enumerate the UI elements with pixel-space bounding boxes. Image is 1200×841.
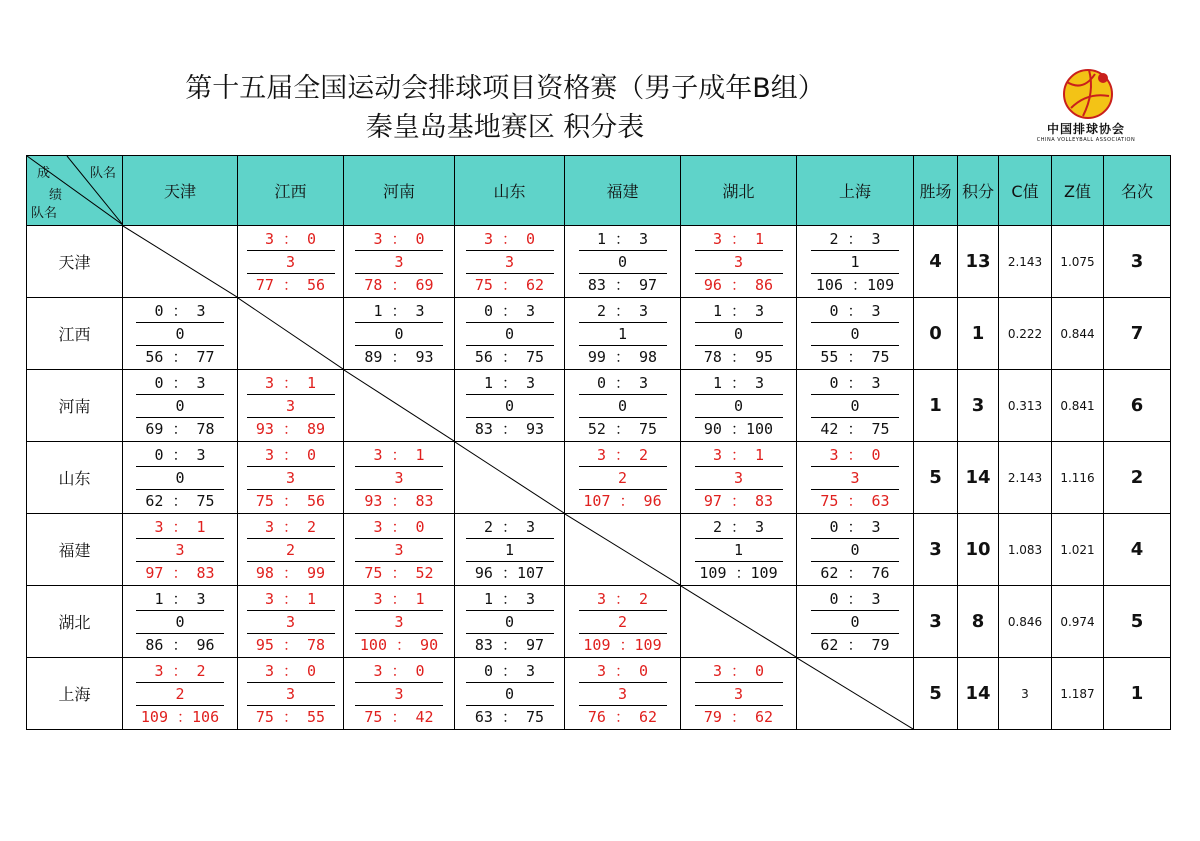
match-score [579, 590, 667, 654]
row-z-value: 0.841 [1052, 370, 1104, 442]
set-score: 3 ： 1 [247, 374, 335, 395]
header-c-value: C值 [999, 156, 1052, 226]
row-rank: 2 [1104, 442, 1171, 514]
match-result-cell [344, 442, 455, 514]
match-score [136, 518, 224, 582]
table-row [27, 514, 1171, 586]
total-points: 75 ： 62 [474, 275, 545, 294]
self-match-cell [455, 442, 565, 514]
row-z-value: 0.844 [1052, 298, 1104, 370]
row-rank: 7 [1104, 298, 1171, 370]
match-points: 0 [579, 395, 667, 418]
match-points: 3 [136, 539, 224, 562]
match-score [579, 374, 667, 438]
row-team-name: 福建 [27, 514, 123, 586]
match-result-cell [123, 298, 238, 370]
set-score: 3 ： 0 [247, 230, 335, 251]
row-wins: 5 [914, 658, 958, 730]
set-score: 3 ： 2 [136, 662, 224, 683]
match-result-cell [344, 298, 455, 370]
logo-subtext: CHINA VOLLEYBALL ASSOCIATION [1036, 137, 1136, 143]
match-result-cell [123, 658, 238, 730]
match-points: 0 [695, 395, 783, 418]
match-points: 0 [811, 611, 899, 634]
row-c-value: 0.846 [999, 586, 1052, 658]
match-points: 0 [811, 539, 899, 562]
match-result-cell [565, 298, 681, 370]
set-score: 3 ： 0 [811, 446, 899, 467]
self-match-cell [238, 298, 344, 370]
set-score: 1 ： 3 [695, 302, 783, 323]
total-points: 56 ： 75 [474, 347, 545, 366]
header-team: 江西 [238, 156, 344, 226]
set-score: 3 ： 1 [355, 590, 443, 611]
set-score: 0 ： 3 [136, 374, 224, 395]
match-result-cell [565, 442, 681, 514]
match-score [695, 302, 783, 366]
row-c-value: 2.143 [999, 226, 1052, 298]
corner-label-result-1: 成 [37, 166, 51, 181]
match-score [811, 230, 899, 294]
diagonal-line [565, 514, 680, 585]
row-rank: 6 [1104, 370, 1171, 442]
row-c-value: 3 [999, 658, 1052, 730]
set-score: 3 ： 0 [247, 662, 335, 683]
total-points: 77 ： 56 [255, 275, 326, 294]
match-result-cell [344, 586, 455, 658]
self-match-cell [344, 370, 455, 442]
set-score: 0 ： 3 [466, 302, 554, 323]
set-score: 1 ： 3 [695, 374, 783, 395]
match-points: 0 [466, 683, 554, 706]
match-points: 1 [579, 323, 667, 346]
row-rank: 3 [1104, 226, 1171, 298]
match-score [466, 662, 554, 726]
row-z-value: 1.187 [1052, 658, 1104, 730]
set-score: 1 ： 3 [466, 590, 554, 611]
set-score: 3 ： 2 [579, 446, 667, 467]
row-z-value: 1.021 [1052, 514, 1104, 586]
corner-label-team-left: 队名 [31, 206, 58, 221]
match-score [811, 446, 899, 510]
match-points: 3 [355, 539, 443, 562]
match-result-cell [123, 442, 238, 514]
set-score: 0 ： 3 [811, 302, 899, 323]
match-points: 1 [811, 251, 899, 274]
match-result-cell [797, 586, 914, 658]
diagonal-line [344, 370, 454, 441]
match-points: 1 [695, 539, 783, 562]
match-score [811, 374, 899, 438]
match-points: 2 [579, 611, 667, 634]
set-score: 3 ： 1 [695, 230, 783, 251]
match-points: 3 [355, 251, 443, 274]
set-score: 1 ： 3 [355, 302, 443, 323]
total-points: 86 ： 96 [145, 635, 215, 654]
row-wins: 1 [914, 370, 958, 442]
row-wins: 3 [914, 514, 958, 586]
match-result-cell [123, 514, 238, 586]
set-score: 3 ： 0 [579, 662, 667, 683]
match-points: 0 [355, 323, 443, 346]
match-score [247, 662, 335, 726]
row-z-value: 1.075 [1052, 226, 1104, 298]
match-result-cell [797, 514, 914, 586]
match-points: 0 [466, 323, 554, 346]
match-points: 3 [355, 611, 443, 634]
set-score: 3 ： 0 [695, 662, 783, 683]
match-result-cell [681, 442, 797, 514]
match-result-cell [123, 370, 238, 442]
row-rank: 1 [1104, 658, 1171, 730]
match-points: 0 [136, 323, 224, 346]
set-score: 2 ： 3 [579, 302, 667, 323]
match-points: 2 [579, 467, 667, 490]
match-result-cell [344, 514, 455, 586]
total-points: 83 ： 93 [474, 419, 545, 438]
match-result-cell [455, 658, 565, 730]
match-score [695, 374, 783, 438]
header-team: 天津 [123, 156, 238, 226]
match-score [811, 518, 899, 582]
header-row [27, 156, 1171, 226]
match-result-cell [455, 298, 565, 370]
corner-label-team-top: 队名 [89, 166, 116, 181]
match-result-cell [455, 514, 565, 586]
total-points: 78 ： 95 [703, 347, 774, 366]
match-result-cell [681, 298, 797, 370]
header-points: 积分 [958, 156, 999, 226]
match-score [695, 662, 783, 726]
match-points: 0 [466, 395, 554, 418]
match-score [579, 302, 667, 366]
corner-cell [27, 156, 123, 226]
total-points: 75 ： 55 [255, 707, 326, 726]
match-score [355, 662, 443, 726]
header-team: 湖北 [681, 156, 797, 226]
match-points: 0 [811, 395, 899, 418]
row-points: 14 [958, 442, 999, 514]
match-points: 3 [811, 467, 899, 490]
match-score [355, 446, 443, 510]
row-team-name: 江西 [27, 298, 123, 370]
match-result-cell [238, 658, 344, 730]
total-points: 93 ： 89 [255, 419, 326, 438]
match-points: 0 [136, 611, 224, 634]
match-score [136, 662, 224, 726]
set-score: 0 ： 3 [466, 662, 554, 683]
row-wins: 4 [914, 226, 958, 298]
total-points: 89 ： 93 [364, 347, 434, 366]
match-score [355, 518, 443, 582]
match-result-cell [681, 658, 797, 730]
match-score [579, 230, 667, 294]
match-score [247, 590, 335, 654]
header-wins: 胜场 [914, 156, 958, 226]
self-match-cell [681, 586, 797, 658]
self-match-cell [797, 658, 914, 730]
match-score [136, 302, 224, 366]
row-wins: 5 [914, 442, 958, 514]
match-score [811, 590, 899, 654]
set-score: 3 ： 0 [355, 662, 443, 683]
diagonal-line [455, 442, 564, 513]
total-points: 109 ：106 [140, 707, 220, 726]
match-points: 3 [355, 683, 443, 706]
match-points: 3 [695, 683, 783, 706]
match-points: 3 [247, 683, 335, 706]
match-result-cell [455, 370, 565, 442]
match-score [247, 230, 335, 294]
row-points: 3 [958, 370, 999, 442]
diagonal-line [238, 298, 343, 369]
table-row [27, 442, 1171, 514]
total-points: 100 ： 90 [359, 635, 439, 654]
set-score: 3 ： 1 [695, 446, 783, 467]
match-points: 0 [466, 611, 554, 634]
total-points: 96 ：107 [474, 563, 545, 582]
match-score [466, 374, 554, 438]
total-points: 97 ： 83 [145, 563, 215, 582]
set-score: 3 ： 1 [247, 590, 335, 611]
match-points: 3 [695, 467, 783, 490]
match-points: 1 [466, 539, 554, 562]
match-result-cell [565, 370, 681, 442]
diagonal-line [681, 586, 796, 657]
match-result-cell [344, 226, 455, 298]
set-score: 0 ： 3 [579, 374, 667, 395]
row-c-value: 1.083 [999, 514, 1052, 586]
diagonal-line [123, 226, 237, 297]
set-score: 1 ： 3 [579, 230, 667, 251]
total-points: 42 ： 75 [820, 419, 890, 438]
match-points: 3 [247, 611, 335, 634]
set-score: 3 ： 2 [247, 518, 335, 539]
header-z-value: Z值 [1052, 156, 1104, 226]
set-score: 0 ： 3 [811, 518, 899, 539]
match-points: 2 [136, 683, 224, 706]
table-row [27, 370, 1171, 442]
set-score: 3 ： 0 [466, 230, 554, 251]
page-subtitle: 秦皇岛基地赛区 积分表 [365, 112, 645, 143]
set-score: 1 ： 3 [466, 374, 554, 395]
match-score [355, 302, 443, 366]
total-points: 63 ： 75 [474, 707, 545, 726]
match-score [466, 518, 554, 582]
match-score [695, 446, 783, 510]
match-result-cell [344, 658, 455, 730]
match-score [247, 374, 335, 438]
total-points: 99 ： 98 [587, 347, 658, 366]
match-result-cell [681, 370, 797, 442]
table-row [27, 658, 1171, 730]
table-row [27, 586, 1171, 658]
set-score: 0 ： 3 [136, 446, 224, 467]
match-score [811, 302, 899, 366]
match-score [695, 230, 783, 294]
match-score [466, 230, 554, 294]
page-title: 第十五届全国运动会排球项目资格赛（男子成年B组） [185, 73, 825, 104]
row-c-value: 2.143 [999, 442, 1052, 514]
total-points: 62 ： 76 [820, 563, 890, 582]
row-c-value: 0.313 [999, 370, 1052, 442]
row-team-name: 上海 [27, 658, 123, 730]
match-score [136, 374, 224, 438]
total-points: 75 ： 52 [364, 563, 434, 582]
total-points: 79 ： 62 [703, 707, 774, 726]
match-result-cell [565, 226, 681, 298]
total-points: 83 ： 97 [587, 275, 658, 294]
header-team: 福建 [565, 156, 681, 226]
set-score: 3 ： 1 [136, 518, 224, 539]
match-result-cell [455, 586, 565, 658]
header-team: 河南 [344, 156, 455, 226]
match-score [466, 302, 554, 366]
match-points: 3 [355, 467, 443, 490]
match-points: 2 [247, 539, 335, 562]
header-team: 上海 [797, 156, 914, 226]
match-points: 3 [579, 683, 667, 706]
match-result-cell [797, 442, 914, 514]
header-rank: 名次 [1104, 156, 1171, 226]
total-points: 69 ： 78 [145, 419, 215, 438]
self-match-cell [565, 514, 681, 586]
row-team-name: 湖北 [27, 586, 123, 658]
match-score [466, 590, 554, 654]
match-result-cell [565, 586, 681, 658]
total-points: 90 ：100 [703, 419, 774, 438]
set-score: 2 ： 3 [811, 230, 899, 251]
match-result-cell [797, 226, 914, 298]
set-score: 1 ： 3 [136, 590, 224, 611]
match-points: 3 [247, 395, 335, 418]
row-c-value: 0.222 [999, 298, 1052, 370]
set-score: 2 ： 3 [466, 518, 554, 539]
match-points: 0 [136, 395, 224, 418]
total-points: 83 ： 97 [474, 635, 545, 654]
total-points: 93 ： 83 [364, 491, 434, 510]
row-rank: 5 [1104, 586, 1171, 658]
total-points: 97 ： 83 [703, 491, 774, 510]
row-team-name: 天津 [27, 226, 123, 298]
match-score [355, 230, 443, 294]
row-points: 13 [958, 226, 999, 298]
total-points: 56 ： 77 [145, 347, 215, 366]
match-result-cell [123, 586, 238, 658]
match-points: 0 [695, 323, 783, 346]
match-result-cell [238, 442, 344, 514]
set-score: 3 ： 1 [355, 446, 443, 467]
match-result-cell [238, 370, 344, 442]
self-match-cell [123, 226, 238, 298]
match-result-cell [238, 514, 344, 586]
set-score: 3 ： 0 [247, 446, 335, 467]
total-points: 109 ：109 [699, 563, 778, 582]
row-z-value: 1.116 [1052, 442, 1104, 514]
match-score [247, 446, 335, 510]
total-points: 75 ： 63 [820, 491, 890, 510]
total-points: 95 ： 78 [255, 635, 326, 654]
set-score: 3 ： 0 [355, 518, 443, 539]
match-points: 3 [466, 251, 554, 274]
set-score: 2 ： 3 [695, 518, 783, 539]
total-points: 75 ： 42 [364, 707, 434, 726]
match-points: 0 [811, 323, 899, 346]
standings-table [26, 155, 1171, 730]
set-score: 0 ： 3 [811, 374, 899, 395]
row-wins: 0 [914, 298, 958, 370]
match-result-cell [797, 298, 914, 370]
row-points: 8 [958, 586, 999, 658]
match-result-cell [681, 226, 797, 298]
match-score [355, 590, 443, 654]
match-points: 0 [136, 467, 224, 490]
logo-text: 中国排球协会 [1046, 122, 1125, 136]
total-points: 62 ： 75 [145, 491, 215, 510]
total-points: 96 ： 86 [703, 275, 774, 294]
total-points: 75 ： 56 [255, 491, 326, 510]
table-row [27, 226, 1171, 298]
row-wins: 3 [914, 586, 958, 658]
match-score [579, 446, 667, 510]
total-points: 107 ： 96 [583, 491, 662, 510]
match-score [579, 662, 667, 726]
row-team-name: 山东 [27, 442, 123, 514]
match-score [695, 518, 783, 582]
total-points: 52 ： 75 [587, 419, 658, 438]
total-points: 109 ：109 [583, 635, 662, 654]
match-points: 3 [247, 467, 335, 490]
total-points: 98 ： 99 [255, 563, 326, 582]
row-points: 10 [958, 514, 999, 586]
table-row [27, 298, 1171, 370]
row-team-name: 河南 [27, 370, 123, 442]
row-z-value: 0.974 [1052, 586, 1104, 658]
header-team: 山东 [455, 156, 565, 226]
match-result-cell [797, 370, 914, 442]
match-result-cell [238, 226, 344, 298]
match-points: 0 [579, 251, 667, 274]
set-score: 0 ： 3 [136, 302, 224, 323]
total-points: 78 ： 69 [364, 275, 434, 294]
match-result-cell [455, 226, 565, 298]
match-points: 3 [247, 251, 335, 274]
set-score: 0 ： 3 [811, 590, 899, 611]
match-result-cell [565, 658, 681, 730]
set-score: 3 ： 0 [355, 230, 443, 251]
match-result-cell [238, 586, 344, 658]
total-points: 76 ： 62 [587, 707, 658, 726]
total-points: 55 ： 75 [820, 347, 890, 366]
row-points: 1 [958, 298, 999, 370]
match-points: 3 [695, 251, 783, 274]
match-score [247, 518, 335, 582]
set-score: 3 ： 2 [579, 590, 667, 611]
total-points: 62 ： 79 [820, 635, 890, 654]
match-score [136, 590, 224, 654]
match-score [136, 446, 224, 510]
total-points: 106 ：109 [815, 275, 895, 294]
corner-label-result-2: 绩 [49, 188, 63, 203]
row-rank: 4 [1104, 514, 1171, 586]
row-points: 14 [958, 658, 999, 730]
diagonal-line [797, 658, 913, 729]
match-result-cell [681, 514, 797, 586]
